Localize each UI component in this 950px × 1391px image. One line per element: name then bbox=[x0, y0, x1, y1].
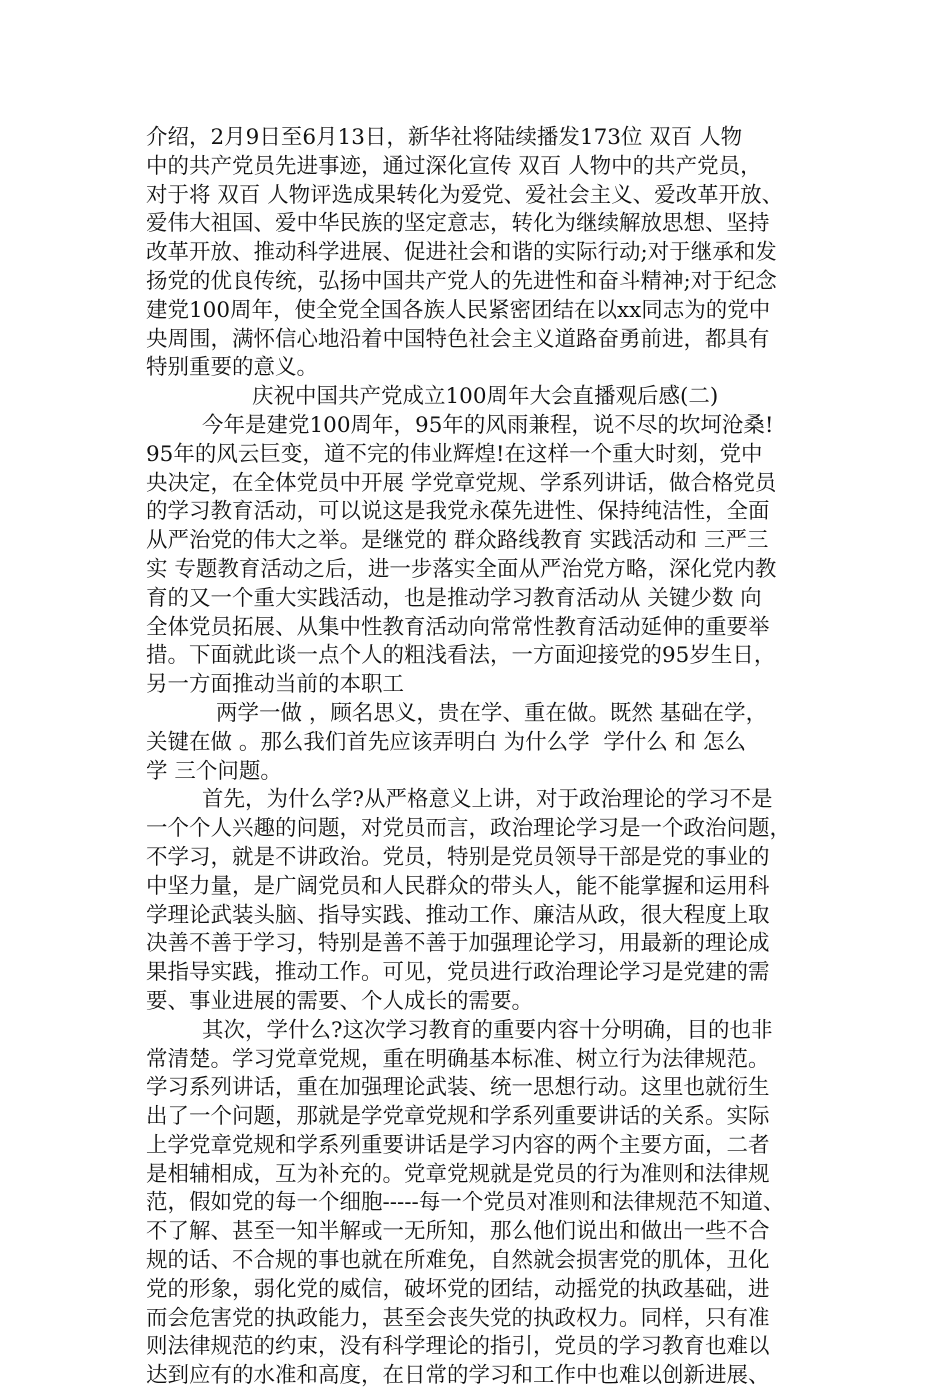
document-body bbox=[146, 124, 816, 1391]
text-line: 95年的风云巨变，道不完的伟业辉煌!在这样一个重大时刻，党中 bbox=[146, 441, 763, 467]
text-line: 建党100周年，使全党全国各族人民紧密团结在以xx同志为的党中 bbox=[146, 297, 771, 323]
text-line: 实 专题教育活动之后，进一步落实全面从严治党方略，深化党内教 bbox=[146, 556, 777, 582]
text-line: 两学一做 ，顾名思义，贵在学、重在做。既然 基础在学， bbox=[216, 700, 768, 726]
text-line: 关键在做 。那么我们首先应该弄明白 为什么学 学什么 和 怎么 bbox=[146, 729, 747, 755]
text-line: 常清楚。学习党章党规，重在明确基本标准、树立行为法律规范。 bbox=[146, 1046, 770, 1072]
text-line: 另一方面推动当前的本职工 bbox=[146, 672, 405, 698]
text-line: 是相辅相成，互为补充的。党章党规就是党员的行为准则和法律规 bbox=[146, 1161, 770, 1187]
text-line: 决善不善于学习，特别是善不善于加强理论学习，用最新的理论成 bbox=[146, 931, 770, 957]
text-line: 学 三个问题。 bbox=[146, 758, 282, 784]
text-line: 范，假如党的每一个细胞-----每一个党员对准则和法律规范不知道、 bbox=[146, 1190, 785, 1216]
text-line: 央周围，满怀信心地沿着中国特色社会主义道路奋勇前进，都具有 bbox=[146, 326, 770, 352]
text-line: 特别重要的意义。 bbox=[146, 355, 319, 381]
text-line: 爱伟大祖国、爱中华民族的坚定意志，转化为继续解放思想、坚持 bbox=[146, 211, 770, 237]
text-line: 不学习，就是不讲政治。党员，特别是党员领导干部是党的事业的 bbox=[146, 844, 770, 870]
text-line: 要、事业进展的需要、个人成长的需要。 bbox=[146, 988, 534, 1014]
text-line: 则法律规范的约束，没有科学理论的指引，党员的学习教育也难以 bbox=[146, 1334, 770, 1360]
text-line: 的学习教育活动，可以说这是我党永葆先进性、保持纯洁性，全面 bbox=[146, 499, 770, 525]
text-line: 中的共产党员先进事迹，通过深化宣传 双百 人物中的共产党员， bbox=[146, 153, 762, 179]
section-title: 庆祝中国共产党成立100周年大会直播观后感(二) bbox=[252, 384, 719, 410]
text-line: 从严治党的伟大之举。是继党的 群众路线教育 实践活动和 三严三 bbox=[146, 528, 769, 554]
text-line: 而会危害党的执政能力，甚至会丧失党的执政权力。同样，只有准 bbox=[146, 1305, 770, 1331]
text-line: 其次，学什么?这次学习教育的重要内容十分明确，目的也非 bbox=[202, 1017, 773, 1043]
text-line: 达到应有的水准和高度，在日常的学习和工作中也难以创新进展、 bbox=[146, 1363, 770, 1389]
text-line: 不了解、甚至一知半解或一无所知，那么他们说出和做出一些不合 bbox=[146, 1219, 770, 1245]
text-line: 育的又一个重大实践活动，也是推动学习教育活动从 关键少数 向 bbox=[146, 585, 762, 611]
text-line: 改革开放、推动科学进展、促进社会和谐的实际行动;对于继承和发 bbox=[146, 240, 777, 266]
text-line: 上学党章党规和学系列重要讲话是学习内容的两个主要方面，二者 bbox=[146, 1132, 770, 1158]
text-line: 规的话、不合规的事也就在所难免，自然就会损害党的肌体，丑化 bbox=[146, 1248, 770, 1274]
text-line: 措。下面就此谈一点个人的粗浅看法，一方面迎接党的95岁生日， bbox=[146, 643, 776, 669]
text-line: 学习系列讲话，重在加强理论武装、统一思想行动。这里也就衍生 bbox=[146, 1075, 770, 1101]
text-line: 今年是建党100周年，95年的风雨兼程，说不尽的坎坷沧桑! bbox=[202, 412, 774, 438]
text-line: 首先，为什么学?从严格意义上讲，对于政治理论的学习不是 bbox=[202, 787, 773, 813]
text-line: 果指导实践，推动工作。可见，党员进行政治理论学习是党建的需 bbox=[146, 960, 770, 986]
text-line: 介绍，2月9日至6月13日，新华社将陆续播发173位 双百 人物 bbox=[146, 125, 743, 150]
text-line: 一个个人兴趣的问题，对党员而言，政治理论学习是一个政治问题， bbox=[146, 816, 792, 842]
text-line: 央决定，在全体党员中开展 学党章党规、学系列讲话，做合格党员 bbox=[146, 470, 777, 496]
text-line: 出了一个问题，那就是学党章党规和学系列重要讲话的关系。实际 bbox=[146, 1104, 770, 1130]
text-line: 扬党的优良传统，弘扬中国共产党人的先进性和奋斗精神;对于纪念 bbox=[146, 268, 777, 294]
text-line: 党的形象，弱化党的威信，破坏党的团结，动摇党的执政基础，进 bbox=[146, 1276, 770, 1302]
text-line: 学理论武装头脑、指导实践、推动工作、廉洁从政，很大程度上取 bbox=[146, 902, 770, 928]
text-line: 全体党员拓展、从集中性教育活动向常常性教育活动延伸的重要举 bbox=[146, 614, 770, 640]
text-line: 对于将 双百 人物评选成果转化为爱党、爱社会主义、爱改革开放、 bbox=[146, 182, 784, 208]
text-line: 中坚力量，是广阔党员和人民群众的带头人，能不能掌握和运用科 bbox=[146, 873, 770, 899]
